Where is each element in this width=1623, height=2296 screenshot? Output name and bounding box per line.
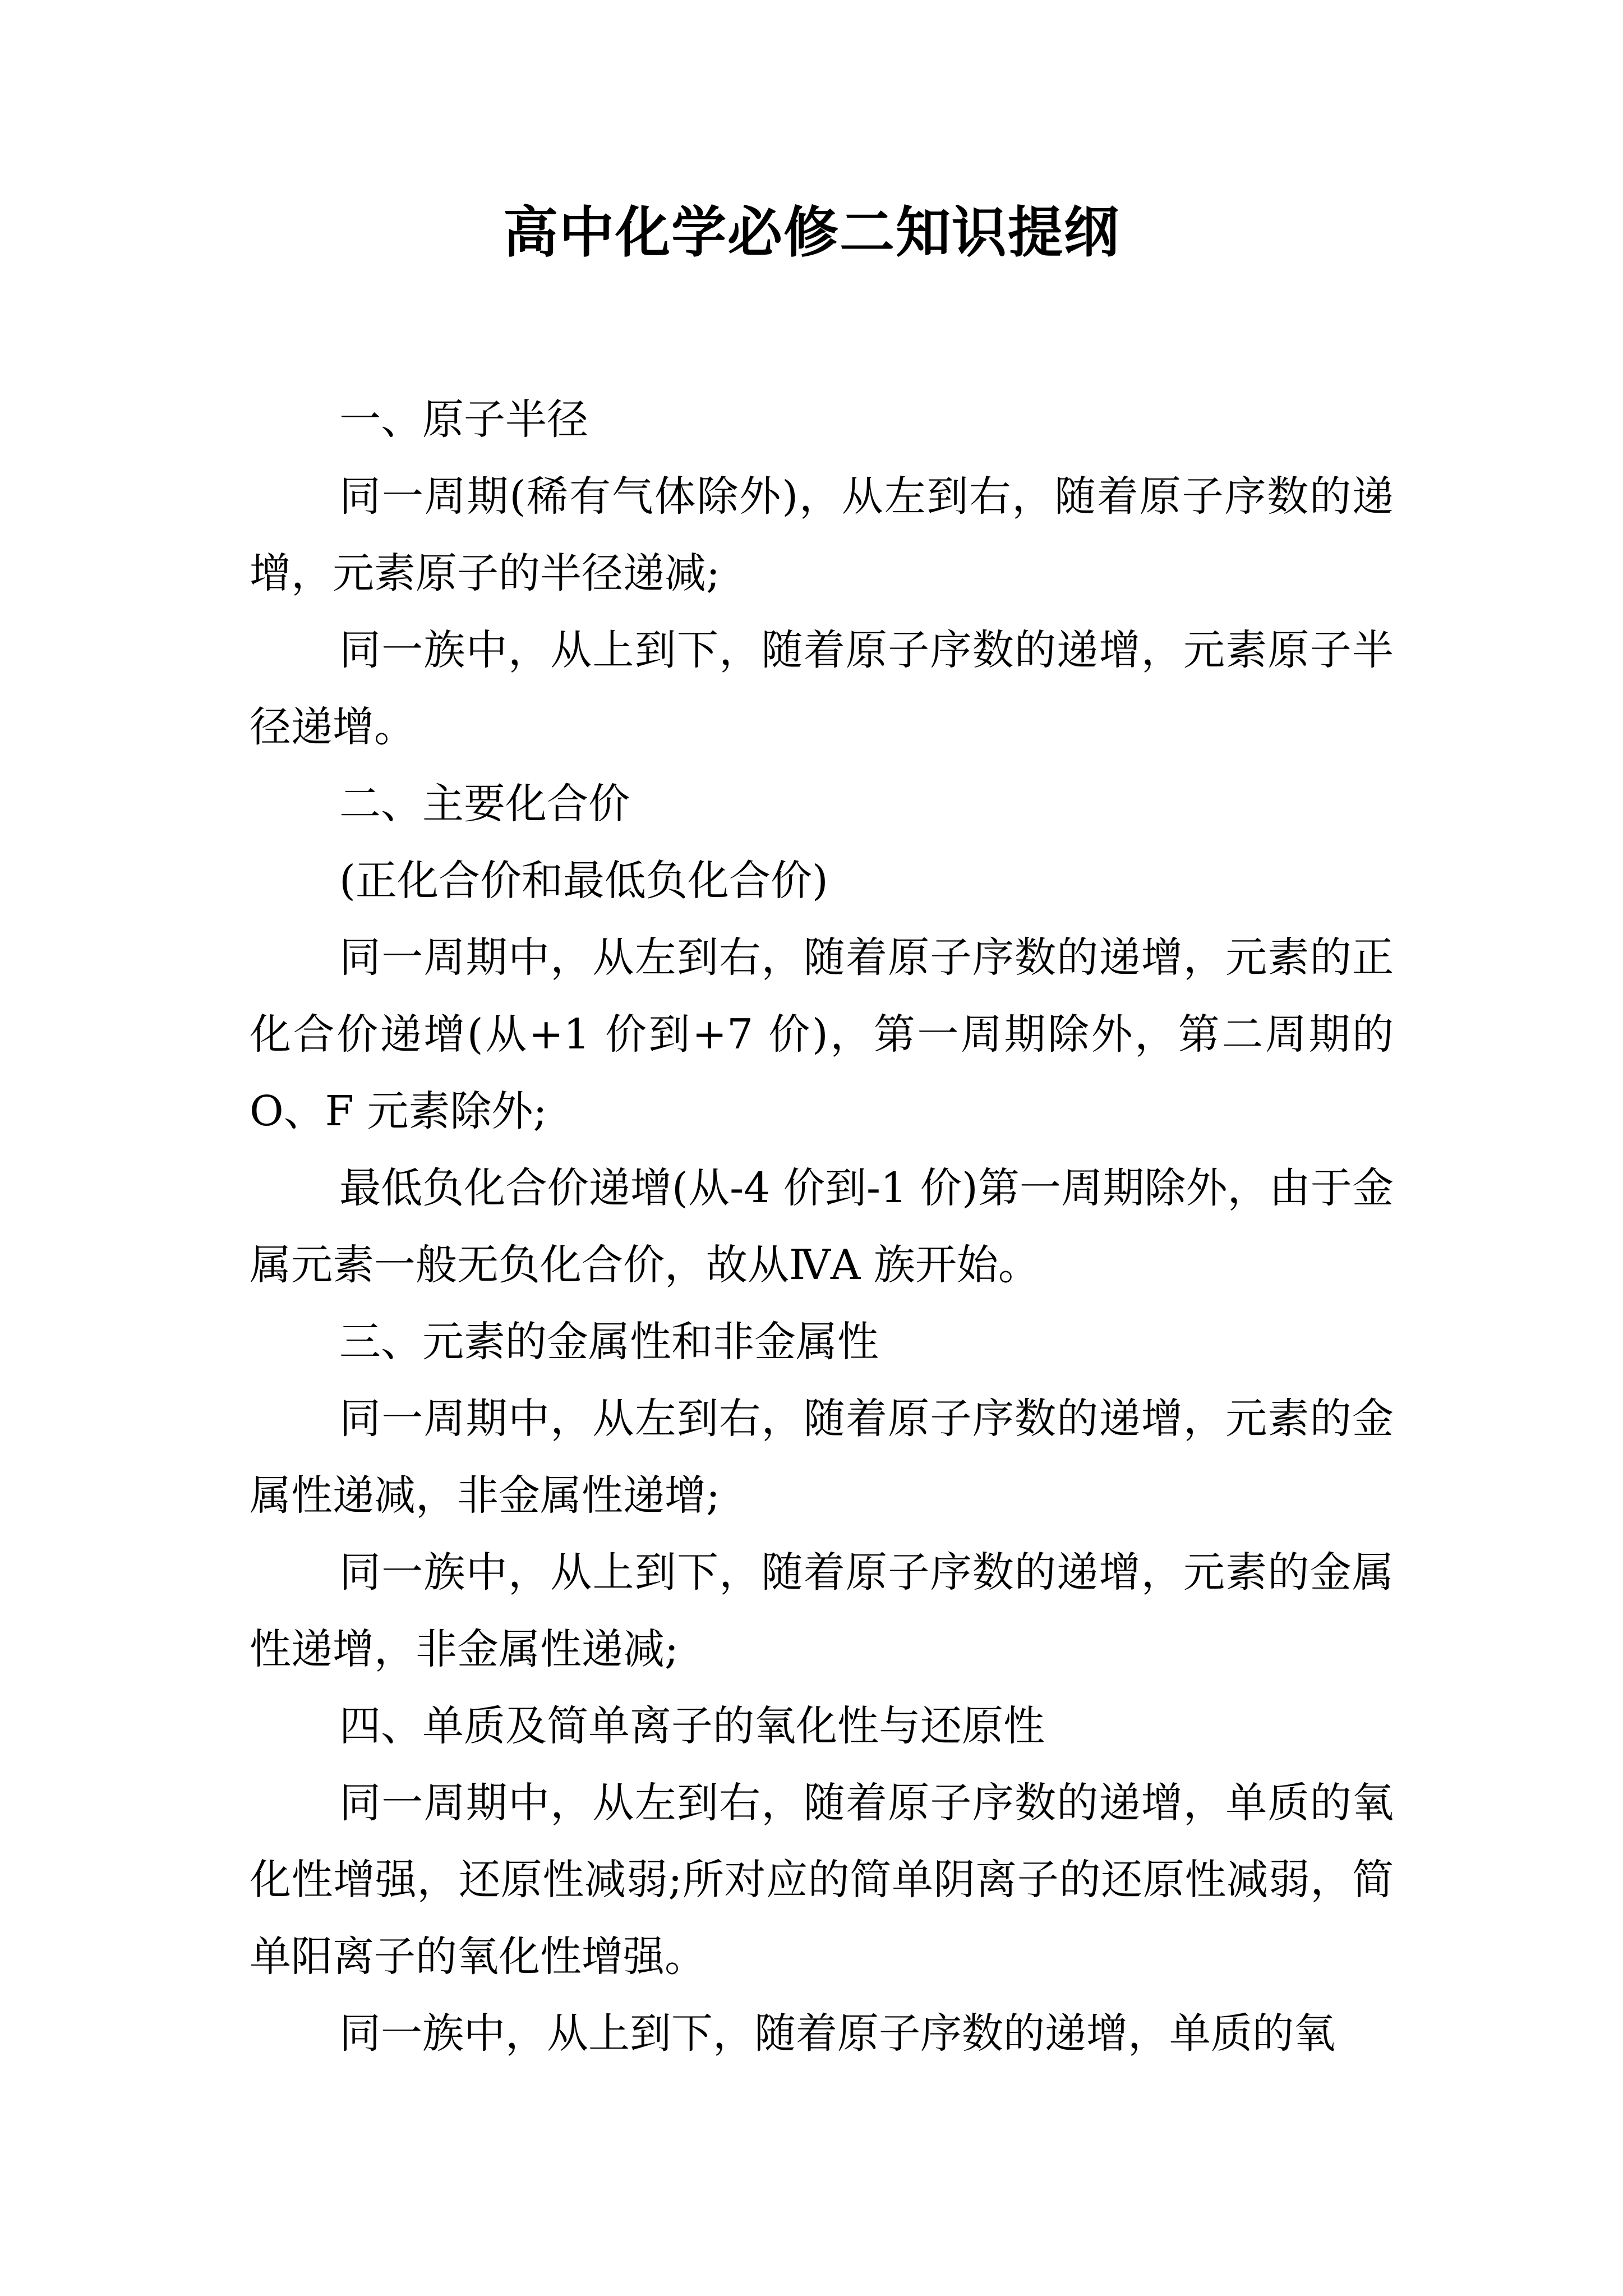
section-heading-redox: 四、单质及简单离子的氧化性与还原性 <box>339 1702 1045 1750</box>
paragraph: 同一族中，从上到下，随着原子序数的递增，元素的金属性递增，非金属性递减; <box>250 1548 1394 1673</box>
section-heading-main-valence: 二、主要化合价 <box>339 780 630 828</box>
paragraph: 同一周期中，从左到右，随着原子序数的递增，元素的金属性递减，非金属性递增; <box>250 1395 1394 1520</box>
paragraph: 同一族中，从上到下，随着原子序数的递增，元素原子半径递增。 <box>250 626 1394 751</box>
paragraph: 最低负化合价递增(从-4 价到-1 价)第一周期除外，由于金属元素一般无负化合价，故从ⅣA 族开始。 <box>250 1164 1394 1289</box>
paragraph: (正化合价和最低负化合价) <box>339 857 828 905</box>
paragraph: 同一周期中，从左到右，随着原子序数的递增，单质的氧化性增强，还原性减弱;所对应的简单阴离子的还原性减弱，简单阳离子的氧化性增强。 <box>250 1779 1394 1981</box>
paragraph: 同一族中，从上到下，随着原子序数的递增，单质的氧 <box>339 2009 1335 2058</box>
paragraph: 同一周期中，从左到右，随着原子序数的递增，元素的正化合价递增(从+1 价到+7 价)，第一周期除外，第二周期的 O、F 元素除外; <box>250 933 1394 1135</box>
section-heading-metallicity: 三、元素的金属性和非金属性 <box>339 1318 879 1366</box>
document-body <box>250 381 1394 2072</box>
section-heading-atomic-radius: 一、原子半径 <box>339 395 588 444</box>
document-title: 高中化学必修二知识提纲 <box>502 200 1120 265</box>
paragraph: 同一周期(稀有气体除外)，从左到右，随着原子序数的递增，元素原子的半径递减; <box>250 472 1394 597</box>
